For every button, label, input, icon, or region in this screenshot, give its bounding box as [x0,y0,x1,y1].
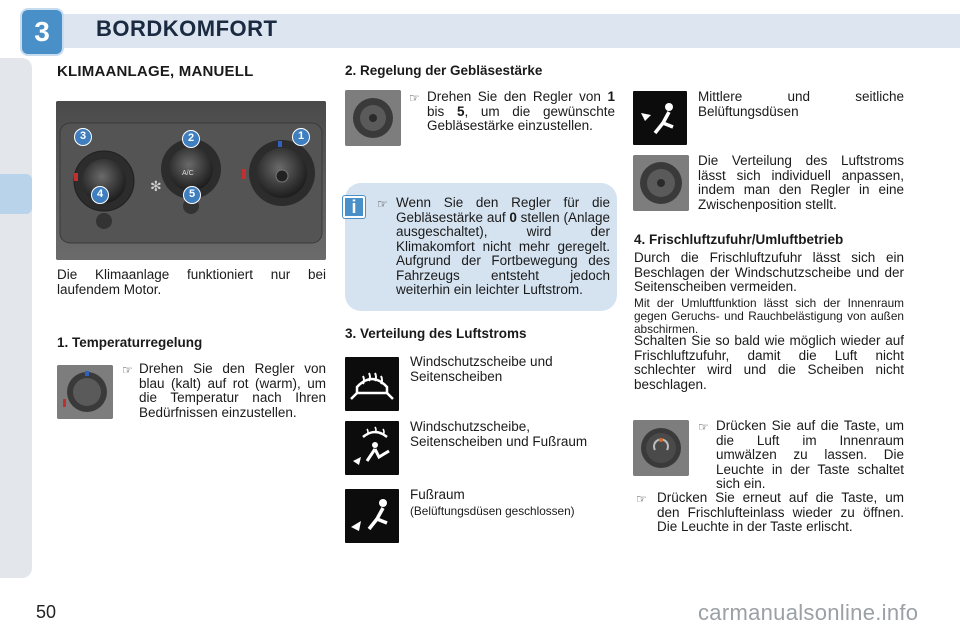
recirculation-button-thumbnail [633,420,689,476]
section-4-title: 4. Frischluftzufuhr/Umluftbetrieb [634,232,844,247]
section-4-text: Durch die Frischluftzufuhr lässt sich ein Beschlagen der Windschutzscheibe und der Seitenscheiben vermeiden. [634,250,904,294]
control-panel-illustration [56,101,326,260]
side-chapter-tab [0,174,32,214]
section-2-title: 2. Regelung der Gebläsestärke [345,63,543,78]
distribution-knob-thumbnail [633,155,689,211]
distribution-1-text: Windschutzscheibe und Seitenscheiben [410,354,553,384]
info-text-pre: Wenn Sie den Regler für die Gebläsestärke auf [396,195,610,225]
section-2-bullet [427,90,615,134]
distribution-2-text: Windschutzscheibe, Seitenscheiben und Fußraum [410,419,588,449]
section-4-text-2: Schalten Sie so bald wie möglich wieder auf Frischluftzufuhr, damit die Luft nicht schlechter wird und die Scheiben nicht beschlagen. [634,333,904,392]
page-title: BORDKOMFORT [96,16,278,41]
distribution-3-title: Fußraum [410,487,465,502]
hand-pointer-icon: ☞ [377,197,388,211]
section-2-bullet-post: , um die gewünschte Gebläsestärke einzustellen. [427,103,615,133]
hand-pointer-icon: ☞ [698,420,709,434]
distribution-3-note: (Belüftungsdüsen geschlossen) [410,504,575,518]
panel-ac-label: A/C [182,170,194,177]
hand-pointer-icon: ☞ [409,91,420,105]
section-3-title: 3. Verteilung des Luftstroms [345,326,527,341]
side-strip [0,58,32,578]
info-icon: i [343,196,365,218]
control-panel-photo [56,101,326,260]
section-2-bullet-from: 1 [607,89,615,104]
fan-knob-icon [345,90,401,146]
face-airflow-icon [633,91,687,145]
hand-pointer-icon: ☞ [122,363,133,377]
footwell-icon [345,489,399,543]
info-text-post: stellen (Anlage ausgeschaltet), wird der Klimakomfort nicht mehr geregelt. Aufgrund der Fortbewegung des Fahrzeugs entsteht jedoch weiterhin ein leichter Luftstrom. [396,209,610,297]
defrost-icon [345,357,399,411]
footwell-airflow-icon [345,489,399,543]
hand-pointer-icon: ☞ [636,492,647,506]
section-2-bullet-mid: bis [427,103,445,119]
recirculation-off-bullet: Drücken Sie erneut auf die Taste, um den Frischlufteinlass wieder zu öffnen. Die Leuchte in der Taste erlischt. [657,490,904,534]
windscreen-side-windows-icon [345,357,399,411]
panel-badge-2: 2 [182,130,200,148]
recirculation-icon [633,420,689,476]
distribution-knob-icon [633,155,689,211]
defrost-footwell-icon [345,421,399,475]
intro-text: Die Klimaanlage funktioniert nur bei laufendem Motor. [57,267,326,297]
section-1-bullet: Drehen Sie den Regler von blau (kalt) auf rot (warm), um die Temperatur nach Ihren Bedürfnissen einzustellen. [139,361,326,420]
distribution-intermediate-text: Die Verteilung des Luftstroms lässt sich individuell anpassen, indem man den Regler in eine Zwischenposition stellt. [698,153,904,212]
windscreen-footwell-icon [345,421,399,475]
section-heading: KLIMAANLAGE, MANUELL [57,63,254,80]
chapter-number: 3 [34,16,50,47]
panel-badge-3: 3 [74,128,92,146]
distribution-4-text: Mittlere und seitliche Belüftungsdüsen [698,89,904,119]
info-text [396,196,610,298]
panel-badge-1: 1 [292,128,310,146]
fan-knob-thumbnail [345,90,401,146]
info-text-bold: 0 [509,209,517,225]
watermark: carmanualsonline.info [698,600,919,625]
panel-badge-4: 4 [91,186,109,204]
section-2-bullet-pre: Drehen Sie den Regler von [427,89,601,104]
section-4-small-text: Mit der Umluftfunktion lässt sich der Innenraum gegen Geruchs- und Rauchbelästigung von außen abschirmen. [634,296,904,336]
recirculation-on-bullet: Drücken Sie auf die Taste, um die Luft im Innenraum umwälzen zu lassen. Die Leuchte in der Taste schaltet sich ein. [716,418,904,491]
face-vents-icon [633,91,687,145]
svg-text:✻: ✻ [150,179,162,195]
page-number: 50 [36,602,57,622]
temperature-knob-icon [57,365,113,419]
section-2-bullet-to: 5 [456,103,465,119]
panel-badge-5: 5 [183,186,201,204]
temperature-knob-thumbnail [57,365,113,419]
section-1-title: 1. Temperaturregelung [57,335,203,350]
